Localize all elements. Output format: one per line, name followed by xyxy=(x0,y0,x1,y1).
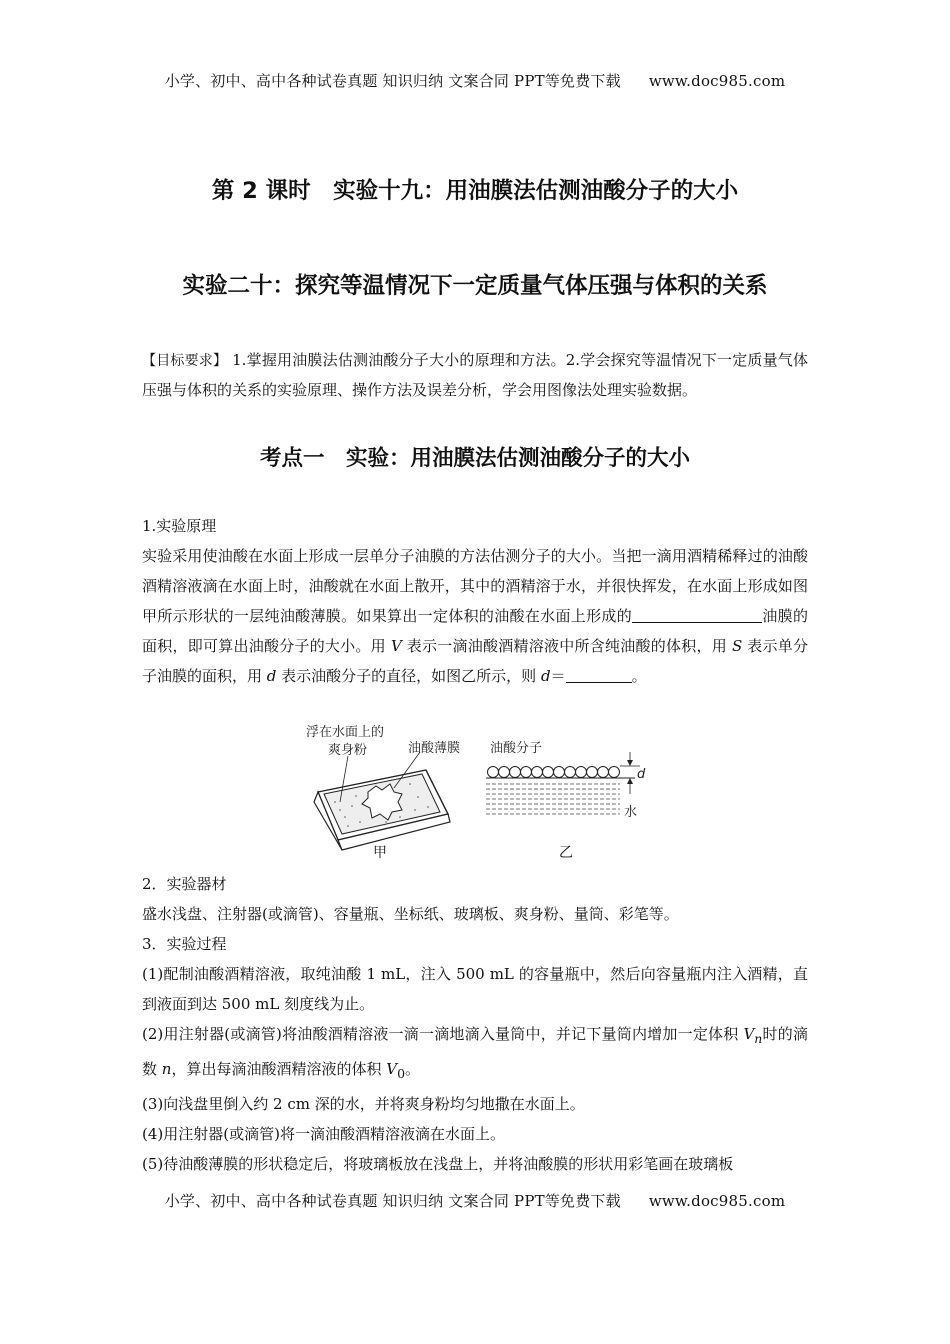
footer-url[interactable]: www.doc985.com xyxy=(648,1192,786,1210)
principle-block xyxy=(142,511,808,691)
molecule-row xyxy=(488,767,620,778)
label-powder-2: 爽身粉 xyxy=(328,743,368,758)
process-step-4: (4)用注射器(或滴管)将一滴油酸酒精溶液滴在水面上。 xyxy=(142,1125,505,1143)
learning-goals xyxy=(142,346,808,405)
process-step-3: (3)向浅盘里倒入约 2 cm 深的水，并将爽身粉均匀地撒在水面上。 xyxy=(142,1095,585,1113)
answer-blank-1[interactable] xyxy=(632,604,762,623)
label-d: d xyxy=(637,767,646,782)
lesson-title: 第 2 课时 实验十九：用油膜法估测油酸分子的大小 xyxy=(211,178,739,204)
process-step-5: (5)待油酸薄膜的形状稳定后，将玻璃板放在浅盘上，并将油酸膜的形状用彩笔画在玻璃板 xyxy=(142,1155,734,1173)
label-water: 水 xyxy=(624,805,638,820)
water-lines xyxy=(486,784,620,814)
tray-diagram xyxy=(306,724,460,850)
equipment-heading: 2．实验器材 xyxy=(142,875,227,893)
equipment-process-block xyxy=(142,869,808,1179)
header-text: 小学、初中、高中各种试卷真题 知识归纳 文案合同 PPT等免费下载 xyxy=(164,72,621,90)
page-header xyxy=(0,70,950,91)
label-film: 油酸薄膜 xyxy=(408,741,461,756)
label-powder-1: 浮在水面上的 xyxy=(306,725,385,740)
answer-blank-2[interactable] xyxy=(566,664,632,683)
section-heading: 考点一 实验：用油膜法估测油酸分子的大小 xyxy=(259,446,690,471)
goals-text: 1.掌握用油膜法估测油酸分子大小的原理和方法。2.学会探究等温情况下一定质量气体压强与体积的关系的实验原理、操作方法及误差分析，学会用图像法处理实验数据。 xyxy=(142,351,808,399)
caption-b: 乙 xyxy=(559,845,573,861)
process-step-1: (1)配制油酸酒精溶液，取纯油酸 1 mL，注入 500 mL 的容量瓶中，然后向容量瓶内注入酒精，直到液面到达 500 mL 刻度线为止。 xyxy=(142,965,808,1013)
caption-a: 甲 xyxy=(373,845,387,861)
lesson-subtitle: 实验二十：探究等温情况下一定质量气体压强与体积的关系 xyxy=(182,273,768,299)
process-step-2: (2)用注射器(或滴管)将油酸酒精溶液一滴一滴地滴入量筒中，并记下量筒内增加一定体积 $V_n$时的滴数 n，算出每滴油酸酒精溶液的体积 $V_0$。 xyxy=(142,1025,808,1081)
equipment-text: 盛水浅盘、注射器(或滴管)、容量瓶、坐标纸、玻璃板、爽身粉、量筒、彩笔等。 xyxy=(142,905,679,923)
experiment-figure xyxy=(290,722,660,864)
footer-text: 小学、初中、高中各种试卷真题 知识归纳 文案合同 PPT等免费下载 xyxy=(164,1192,621,1210)
principle-heading: 1.实验原理 xyxy=(142,517,217,535)
process-heading: 3．实验过程 xyxy=(142,935,227,953)
principle-paragraph: 实验采用使油酸在水面上形成一层单分子油膜的方法估测分子的大小。当把一滴用酒精稀释过的油酸酒精溶液滴在水面上时，油酸就在水面上散开，其中的酒精溶于水，并很快挥发，在水面上形成如图甲所示形状的一层纯油酸薄膜。如果算出一定体积的油酸在水面上形成的 油膜的面积，即可算出油酸分子的大小。用 V 表示一滴油酸酒精溶液中所含纯油酸的体积，用 S 表示单分子油膜的面积，用 d 表示油酸分子的直径，如图乙所示，则 d＝ 。 xyxy=(142,547,808,685)
molecule-diagram xyxy=(486,740,646,820)
header-url[interactable]: www.doc985.com xyxy=(648,72,786,90)
label-molecule: 油酸分子 xyxy=(490,741,543,756)
goals-tag: 【目标要求】 xyxy=(142,353,228,369)
page-footer xyxy=(0,1190,950,1211)
